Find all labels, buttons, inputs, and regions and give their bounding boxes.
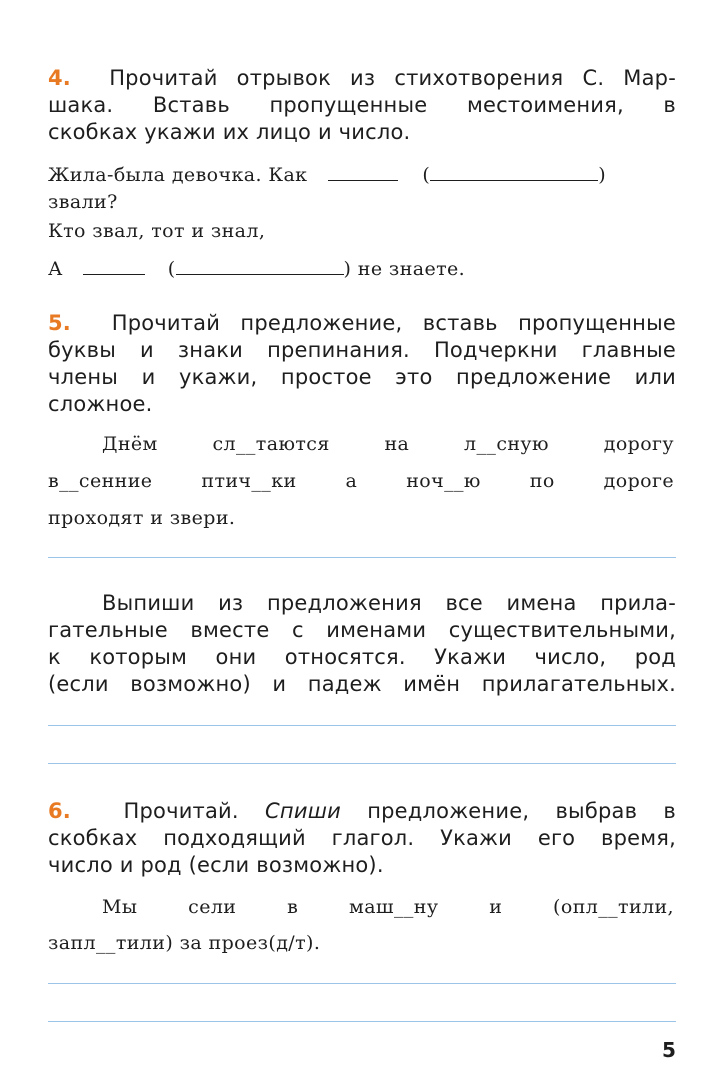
subtask-line-1: Выпиши из предложения все имена прила- xyxy=(102,591,676,615)
poem-line-2: звали? xyxy=(48,191,118,213)
subtask-line-3: к которым они относятся. Укажи число, род xyxy=(48,645,676,669)
pronoun-blank-2[interactable] xyxy=(83,260,145,275)
task6-sentence-line-2: запл__тили) за проез(д/т). xyxy=(48,932,321,954)
writing-line-4[interactable] xyxy=(48,983,676,984)
task5-line-1: 5. Прочитай предложение, вставь пропущенные xyxy=(48,311,676,335)
task6-line-1: 6. Прочитай. Спиши предложение, выбрав в xyxy=(48,799,676,823)
task5-line-3: члены и укажи, простое это предложение или xyxy=(48,365,676,389)
task5-sentence-line-2: в__сенние птич__ки а ноч__ю по дороге xyxy=(48,470,674,492)
poem-line-3: Кто звал, тот и знал, xyxy=(48,220,266,242)
task6-number: 6. xyxy=(48,799,71,823)
task4-line-2: шака. Вставь пропущенные местоимения, в xyxy=(48,93,676,117)
task5-line-4: сложное. xyxy=(48,392,153,416)
task4-instruction xyxy=(48,65,676,146)
task5-number: 5. xyxy=(48,311,71,335)
subtask-line-2: гательные вместе с именами существительными, xyxy=(48,618,676,642)
subtask-line-4: (если возможно) и падеж имён прилагательных. xyxy=(48,672,676,696)
task5-sentence-line-1: Днём сл__таются на л__сную дорогу xyxy=(102,433,674,455)
task4-line-3: скобках укажи их лицо и число. xyxy=(48,120,411,144)
poem-line-4: А ( ) не знаете. xyxy=(48,258,466,280)
pronoun-blank-1[interactable] xyxy=(328,166,398,181)
task4-line-1: 4. Прочитай отрывок из стихотворения С. Мар- xyxy=(48,66,676,90)
task5-sentence-line-3: проходят и звери. xyxy=(48,507,236,529)
writing-line-1[interactable] xyxy=(48,557,676,558)
task4-number: 4. xyxy=(48,66,71,90)
task6-line-3: число и род (если возможно). xyxy=(48,853,384,877)
person-number-blank-2[interactable] xyxy=(176,260,344,275)
task5-line-2: буквы и знаки препинания. Подчеркни главные xyxy=(48,338,676,362)
poem-line-1: Жила-была девочка. Как ( ) xyxy=(48,164,607,186)
writing-line-3[interactable] xyxy=(48,763,676,764)
task6-line-2: скобках подходящий глагол. Укажи его время, xyxy=(48,826,676,850)
writing-line-2[interactable] xyxy=(48,725,676,726)
page-number: 5 xyxy=(662,1038,676,1062)
writing-line-5[interactable] xyxy=(48,1021,676,1022)
task5-instruction xyxy=(48,310,676,418)
task6-instruction xyxy=(48,798,676,879)
person-number-blank-1[interactable] xyxy=(430,166,598,181)
task5-subtask xyxy=(48,590,676,698)
task6-sentence-line-1: Мы сели в маш__ну и (опл__тили, xyxy=(102,896,674,918)
